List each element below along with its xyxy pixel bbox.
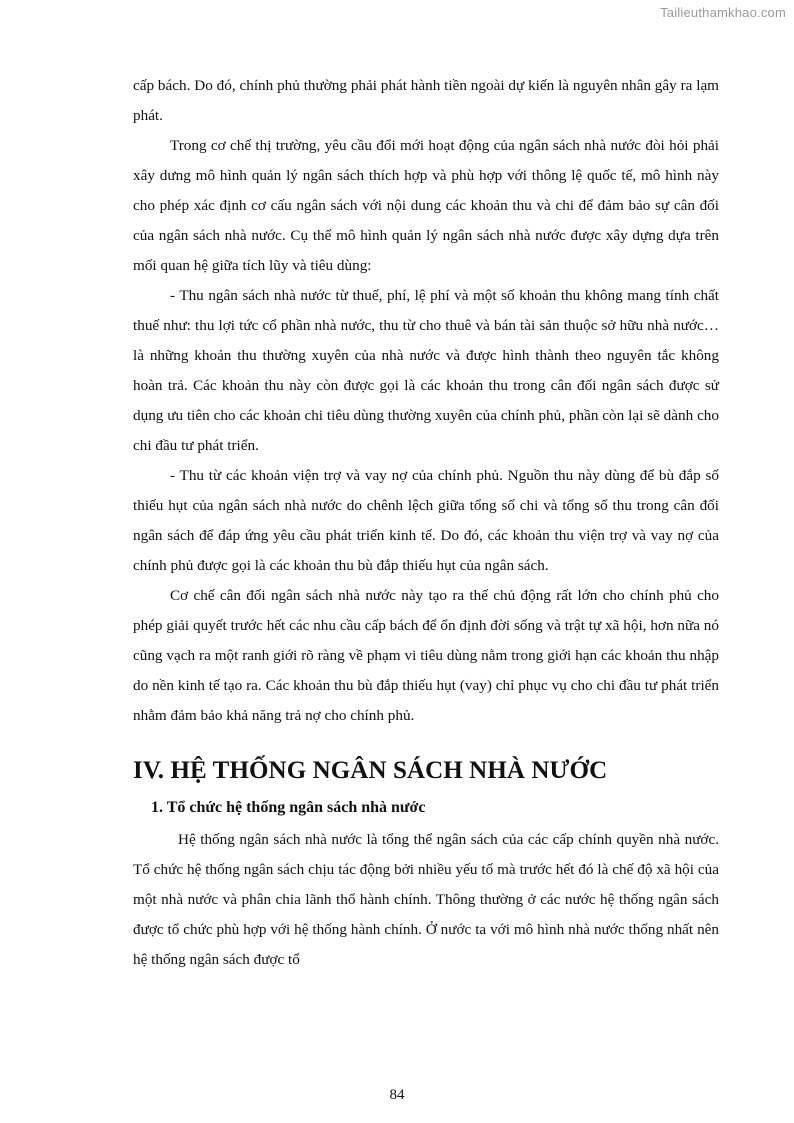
document-body	[133, 71, 719, 975]
subsection-heading: 1. Tổ chức hệ thống ngân sách nhà nước	[151, 799, 426, 816]
page-number: 84	[389, 1087, 405, 1103]
section-heading: IV. HỆ THỐNG NGÂN SÁCH NHÀ NƯỚC	[133, 757, 608, 784]
paragraph: - Thu từ các khoản viện trợ và vay nợ của chính phủ. Nguồn thu này dùng để bù đắp số thiếu hụt của ngân sách nhà nước do chênh lệch giữa tổng số chi và tổng số thu trong cân đối ngân sách để đáp ứng yêu cầu phát triển kinh tế. Do đó, các khoản thu viện trợ và vay nợ của chính phủ được gọi là các khoản thu bù đắp thiếu hụt của ngân sách.	[133, 467, 719, 574]
paragraph: Cơ chế cân đối ngân sách nhà nước này tạo ra thế chủ động rất lớn cho chính phủ cho phép giải quyết trước hết các nhu cầu cấp bách để ổn định đời sống và trật tự xã hội, hơn nữa nó cũng vạch ra một ranh giới rõ ràng về phạm vi tiêu dùng nằm trong giới hạn các khoản thu nhập do nền kinh tế tạo ra. Các khoản thu bù đắp thiếu hụt (vay) chỉ phục vụ cho chi đầu tư phát triển nhằm đảm bảo khả năng trả nợ cho chính phủ.	[133, 587, 719, 724]
paragraph: Trong cơ chế thị trường, yêu cầu đổi mới hoạt động của ngân sách nhà nước đòi hỏi phải xây dưng mô hình quản lý ngân sách thích hợp và phù hợp với thông lệ quốc tế, mô hình này cho phép xác định cơ cấu ngân sách với nội dung các khoản thu và chi để đảm bảo sự cân đối của ngân sách nhà nước. Cụ thể mô hình quản lý ngân sách nhà nước được xây dựng dựa trên mối quan hệ giữa tích lũy và tiêu dùng:	[133, 137, 719, 274]
paragraph: - Thu ngân sách nhà nước từ thuế, phí, lệ phí và một số khoản thu không mang tính chất thuế như: thu lợi tức cổ phần nhà nước, thu từ cho thuê và bán tài sản thuộc sở hữu nhà nước…là những khoản thu thường xuyên của nhà nước và được hình thành theo nguyên tắc không hoàn trả. Các khoản thu này còn được gọi là các khoản thu trong cân đối ngân sách được sử dụng ưu tiên cho các khoản chi tiêu dùng thường xuyên của chính phủ, phần còn lại sẽ dành cho chi đầu tư phát triển.	[133, 287, 719, 454]
watermark-text: Tailieuthamkhao.com	[660, 5, 786, 20]
paragraph: Hệ thống ngân sách nhà nước là tổng thể ngân sách của các cấp chính quyền nhà nước. Tổ chức hệ thống ngân sách chịu tác động bởi nhiều yếu tố mà trước hết đó là chế độ xã hội của một nhà nước và phân chia lãnh thổ hành chính. Thông thường ở các nước hệ thống ngân sách được tổ chức phù hợp với hệ thống hành chính. Ở nước ta với mô hình nhà nước thống nhất nên hệ thống ngân sách được tổ	[133, 831, 719, 968]
paragraph: cấp bách. Do đó, chính phủ thường phải phát hành tiền ngoài dự kiến là nguyên nhân gây ra lạm phát.	[133, 77, 719, 124]
